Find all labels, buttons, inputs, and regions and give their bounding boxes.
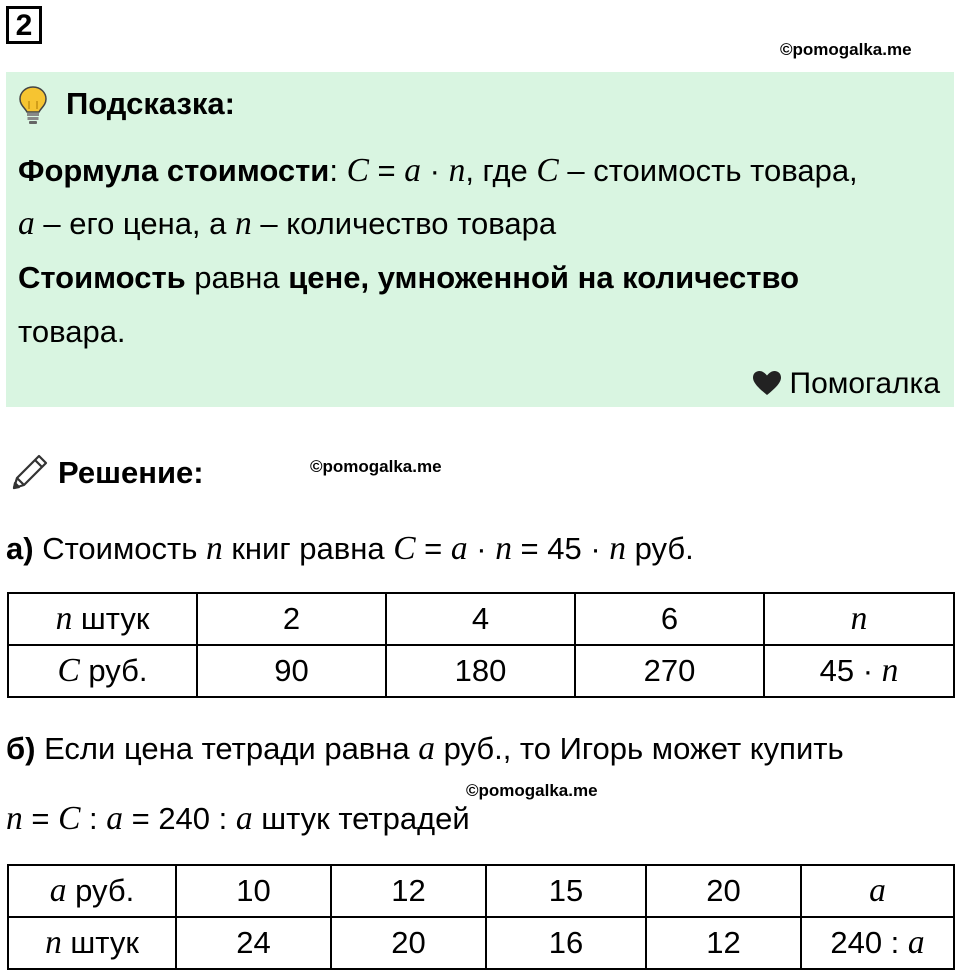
table-cell: 180	[386, 645, 575, 697]
var-n: n	[448, 152, 466, 189]
table-header-cell	[8, 593, 197, 645]
heart-icon	[752, 370, 782, 396]
cell-text: 240 :	[830, 925, 908, 960]
hint-rule-line	[18, 260, 799, 296]
part-a-text: книг равна	[222, 531, 394, 566]
equals: =	[415, 531, 451, 566]
equals: =	[22, 801, 59, 836]
var-a: a	[907, 924, 925, 961]
table-cell	[764, 593, 954, 645]
solution-title: Решение:	[58, 455, 204, 490]
part-b-line	[6, 730, 844, 768]
lightbulb-icon	[18, 85, 48, 125]
table-row	[8, 645, 954, 697]
var-n: n	[881, 652, 899, 689]
var-n: n	[495, 530, 512, 567]
formula-text: , где	[465, 153, 537, 188]
part-b-text: руб., то Игорь может купить	[434, 731, 844, 766]
table-cell: 10	[176, 865, 331, 917]
part-a-line	[6, 530, 694, 568]
part-a-text: Стоимость	[33, 531, 207, 566]
table-b	[7, 864, 955, 970]
table-cell: 16	[486, 917, 646, 969]
part-b-text: Если цена тетради равна	[35, 731, 419, 766]
cell-text: 45 ·	[819, 653, 882, 688]
var-n: n	[850, 600, 868, 637]
definition-text: – количество товара	[251, 206, 557, 241]
colon: :	[80, 801, 107, 836]
table-cell: 12	[331, 865, 486, 917]
table-cell	[801, 917, 954, 969]
rule-bold: Стоимость	[18, 260, 186, 295]
rule-text: равна	[185, 260, 289, 295]
part-b-label: б)	[6, 731, 36, 766]
table-header-cell	[8, 917, 176, 969]
hint-definition-line	[18, 205, 556, 243]
table-row	[8, 917, 954, 969]
part-b-text: штук тетрадей	[252, 801, 470, 836]
var-a: a	[49, 872, 67, 909]
hint-formula-line	[18, 152, 858, 190]
unit: руб.	[79, 653, 148, 688]
var-C: C	[346, 152, 369, 189]
part-a-label: а)	[6, 531, 34, 566]
unit: штук	[72, 601, 150, 636]
table-a	[7, 592, 955, 698]
var-C: C	[536, 152, 559, 189]
hint-title: Подсказка:	[66, 86, 235, 121]
var-a: a	[404, 152, 422, 189]
table-cell	[801, 865, 954, 917]
pencil-icon	[8, 450, 52, 494]
table-cell: 12	[646, 917, 801, 969]
var-a: a	[18, 205, 35, 242]
table-row	[8, 865, 954, 917]
formula-text: – стоимость товара,	[558, 153, 858, 188]
dot: ·	[467, 531, 496, 566]
watermark-solution: ©pomogalka.me	[310, 457, 442, 476]
table-cell	[764, 645, 954, 697]
var-a: a	[235, 800, 253, 837]
task-number: 2	[6, 6, 42, 44]
var-a: a	[869, 872, 886, 909]
var-n: n	[609, 530, 627, 567]
var-n: n	[6, 800, 23, 837]
table-cell: 6	[575, 593, 764, 645]
hint-rule-end: товара.	[18, 314, 126, 349]
var-n: n	[235, 205, 252, 242]
table-cell: 270	[575, 645, 764, 697]
signature-text: Помогалка	[789, 367, 940, 400]
formula-colon: :	[329, 153, 347, 188]
var-C: C	[57, 652, 80, 689]
equals: =	[368, 153, 405, 188]
var-n: n	[55, 600, 73, 637]
var-a: a	[450, 530, 468, 567]
definition-text: – его цена, а	[34, 206, 236, 241]
part-a-text: руб.	[626, 531, 694, 566]
watermark-top: ©pomogalka.me	[780, 40, 912, 59]
unit: руб.	[66, 873, 135, 908]
signature	[752, 367, 941, 401]
table-header-cell	[8, 645, 197, 697]
formula-label: Формула стоимости	[18, 153, 330, 188]
table-row	[8, 593, 954, 645]
part-b-formula	[6, 800, 470, 838]
table-cell: 4	[386, 593, 575, 645]
part-a-text: = 45 ·	[511, 531, 610, 566]
table-cell: 24	[176, 917, 331, 969]
part-b-text: = 240 :	[122, 801, 236, 836]
watermark-middle: ©pomogalka.me	[466, 781, 598, 800]
table-header-cell	[8, 865, 176, 917]
dot: ·	[421, 153, 449, 188]
var-n: n	[206, 530, 223, 567]
table-cell: 15	[486, 865, 646, 917]
hint-box	[6, 72, 954, 407]
table-cell: 20	[331, 917, 486, 969]
rule-bold: цене, умноженной на количество	[288, 260, 800, 295]
var-C: C	[58, 800, 81, 837]
var-a: a	[418, 730, 435, 767]
var-a: a	[106, 800, 123, 837]
table-cell: 20	[646, 865, 801, 917]
unit: штук	[61, 925, 139, 960]
var-n: n	[45, 924, 62, 961]
var-C: C	[393, 530, 416, 567]
table-cell: 2	[197, 593, 386, 645]
table-cell: 90	[197, 645, 386, 697]
